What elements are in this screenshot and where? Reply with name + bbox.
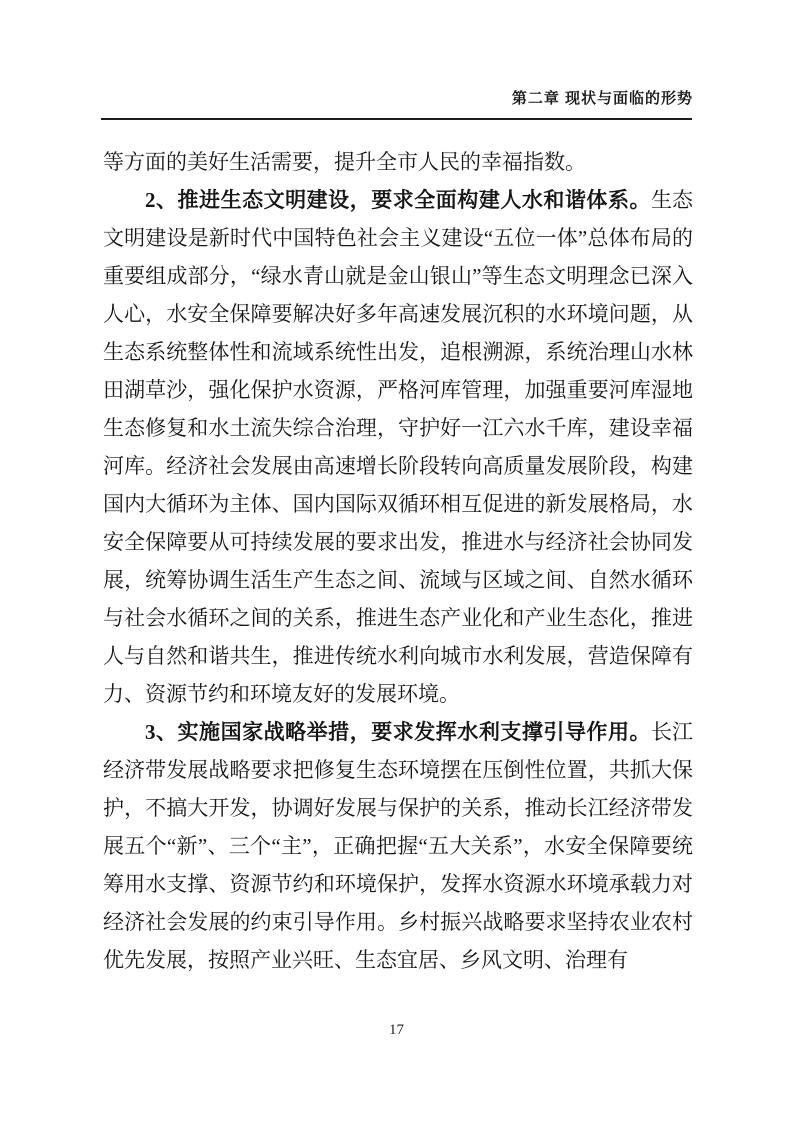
paragraph-text: 等方面的美好生活需要，提升全市人民的幸福指数。: [103, 150, 586, 174]
header-rule: [101, 118, 692, 120]
running-header: 第二章 现状与面临的形势: [511, 90, 693, 107]
paragraph-continuation: [103, 143, 693, 181]
page-body: [103, 143, 693, 979]
paragraph-item-3: [103, 713, 693, 979]
paragraph-lead: 3、实施国家战略举措，要求发挥水利支撑引导作用。: [145, 720, 651, 744]
paragraph-lead: 2、推进生态文明建设，要求全面构建人水和谐体系。: [145, 188, 651, 212]
paragraph-text: 生态文明建设是新时代中国特色社会主义建设“五位一体”总体布局的重要组成部分，“绿水青山就是金山银山”等生态文明理念已深入人心，水安全保障要解决好多年高速发展沉积的水环境问题，从生态系统整体性和流域系统性出发，追根溯源，系统治理山水林田湖草沙，强化保护水资源，严格河库管理，加强重要河库湿地生态修复和水土流失综合治理，守护好一江六水千库，建设幸福河库。经济社会发展由高速增长阶段转向高质量发展阶段，构建国内大循环为主体、国内国际双循环相互促进的新发展格局，水安全保障要从可持续发展的要求出发，推进水与经济社会协同发展，统筹协调生活生产生态之间、流域与区域之间、自然水循环与社会水循环之间的关系，推进生态产业化和产业生态化，推进人与自然和谐共生，推进传统水利向城市水利发展，营造保障有力、资源节约和环境友好的发展环境。: [103, 188, 694, 706]
paragraph-text: 长江经济带发展战略要求把修复生态环境摆在压倒性位置，共抓大保护，不搞大开发，协调好发展与保护的关系，推动长江经济带发展五个“新”、三个“主”，正确把握“五大关系”，水安全保障要统筹用水支撑、资源节约和环境保护，发挥水资源水环境承载力对经济社会发展的约束引导作用。乡村振兴战略要求坚持农业农村优先发展，按照产业兴旺、生态宜居、乡风文明、治理有: [103, 720, 694, 972]
page-number: 17: [389, 1022, 404, 1038]
paragraph-item-2: [103, 181, 693, 713]
